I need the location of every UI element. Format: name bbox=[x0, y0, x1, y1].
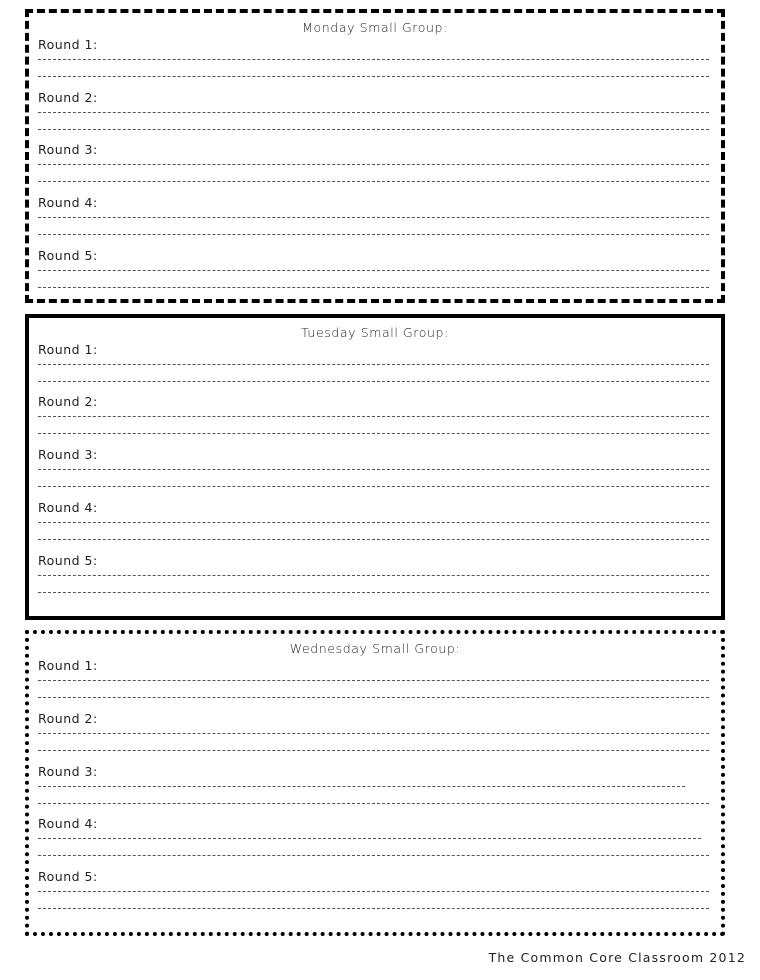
writing-line[interactable] bbox=[38, 270, 709, 271]
round-row bbox=[38, 37, 709, 90]
round-label: Round 5: bbox=[38, 248, 98, 263]
round-row bbox=[38, 248, 709, 301]
round-label: Round 5: bbox=[38, 869, 98, 884]
round-label: Round 4: bbox=[38, 816, 98, 831]
writing-line[interactable] bbox=[38, 76, 709, 77]
writing-line[interactable] bbox=[38, 469, 709, 470]
writing-line[interactable] bbox=[38, 592, 709, 593]
writing-line[interactable] bbox=[38, 287, 709, 288]
writing-line[interactable] bbox=[38, 217, 709, 218]
round-label: Round 1: bbox=[38, 37, 98, 52]
round-label: Round 2: bbox=[38, 394, 98, 409]
round-row bbox=[38, 711, 709, 764]
section-title: Tuesday Small Group: bbox=[301, 325, 449, 340]
writing-line[interactable] bbox=[38, 733, 709, 734]
round-label: Round 3: bbox=[38, 764, 98, 779]
writing-line[interactable] bbox=[38, 364, 709, 365]
footer-credit: The Common Core Classroom 2012 bbox=[488, 950, 746, 965]
writing-line[interactable] bbox=[38, 234, 709, 235]
round-row bbox=[38, 500, 709, 553]
writing-line[interactable] bbox=[38, 433, 709, 434]
round-label: Round 4: bbox=[38, 195, 98, 210]
writing-line[interactable] bbox=[38, 838, 701, 839]
writing-line[interactable] bbox=[38, 855, 709, 856]
round-row bbox=[38, 764, 709, 817]
round-row bbox=[38, 447, 709, 500]
writing-line[interactable] bbox=[38, 416, 709, 417]
section-title: Wednesday Small Group: bbox=[289, 641, 461, 656]
round-label: Round 3: bbox=[38, 142, 98, 157]
writing-line[interactable] bbox=[38, 750, 709, 751]
writing-line[interactable] bbox=[38, 181, 709, 182]
round-label: Round 4: bbox=[38, 500, 98, 515]
writing-line[interactable] bbox=[38, 803, 709, 804]
round-row bbox=[38, 658, 709, 711]
round-row bbox=[38, 195, 709, 248]
tuesday-section bbox=[25, 314, 725, 620]
round-row bbox=[38, 342, 709, 395]
round-label: Round 1: bbox=[38, 658, 98, 673]
writing-line[interactable] bbox=[38, 522, 709, 523]
round-row bbox=[38, 816, 709, 869]
round-label: Round 2: bbox=[38, 90, 98, 105]
writing-line[interactable] bbox=[38, 697, 709, 698]
writing-line[interactable] bbox=[38, 164, 709, 165]
round-row bbox=[38, 142, 709, 195]
round-row bbox=[38, 869, 709, 922]
round-label: Round 3: bbox=[38, 447, 98, 462]
writing-line[interactable] bbox=[38, 680, 709, 681]
section-title: Monday Small Group: bbox=[302, 20, 448, 35]
writing-line[interactable] bbox=[38, 891, 709, 892]
writing-line[interactable] bbox=[38, 539, 709, 540]
round-label: Round 2: bbox=[38, 711, 98, 726]
monday-section bbox=[25, 9, 725, 303]
round-label: Round 5: bbox=[38, 553, 98, 568]
writing-line[interactable] bbox=[38, 908, 709, 909]
round-row bbox=[38, 553, 709, 606]
writing-line[interactable] bbox=[38, 486, 709, 487]
writing-line[interactable] bbox=[38, 381, 709, 382]
round-row bbox=[38, 90, 709, 143]
writing-line[interactable] bbox=[38, 129, 709, 130]
writing-line[interactable] bbox=[38, 786, 685, 787]
writing-line[interactable] bbox=[38, 59, 709, 60]
round-row bbox=[38, 394, 709, 447]
writing-line[interactable] bbox=[38, 112, 709, 113]
wednesday-section bbox=[25, 630, 725, 936]
round-label: Round 1: bbox=[38, 342, 98, 357]
writing-line[interactable] bbox=[38, 575, 709, 576]
